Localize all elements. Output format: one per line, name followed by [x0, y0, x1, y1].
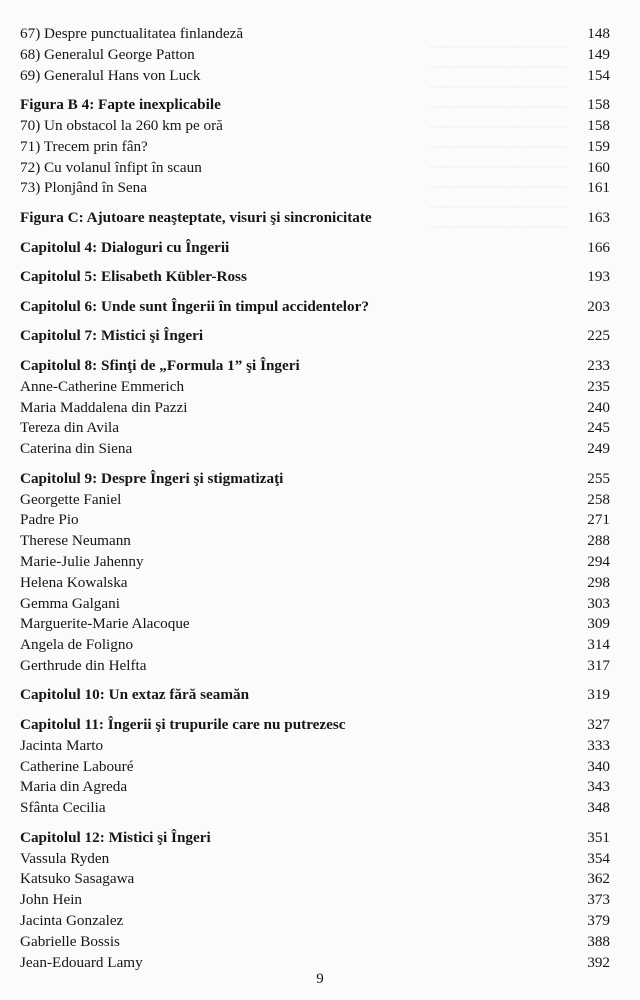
toc-entry-title: 72) Cu volanul înfipt în scaun — [20, 158, 202, 176]
toc-entry-page: 298 — [587, 573, 610, 591]
toc-entry-title: Vassula Ryden — [20, 849, 110, 867]
toc-entry — [20, 614, 610, 635]
toc-entry-title: Maria din Agreda — [20, 778, 128, 796]
toc-entry — [20, 869, 610, 890]
toc-entry-page: 255 — [587, 469, 610, 487]
toc-entry — [20, 439, 610, 460]
toc-entry-title: Jacinta Marto — [20, 736, 104, 754]
toc-entry-title: Gabrielle Bossis — [20, 932, 120, 950]
toc-entry-page: 240 — [587, 398, 610, 416]
toc-entry-title: Marie-Julie Jahenny — [20, 552, 144, 570]
toc-entry-page: 333 — [587, 736, 610, 754]
toc-entry-page: 149 — [587, 45, 610, 63]
toc-entry — [20, 552, 610, 573]
toc-entry-page: 351 — [587, 828, 610, 846]
toc-entry — [20, 531, 610, 552]
toc-entry — [20, 757, 610, 778]
toc-entry-page: 225 — [587, 327, 610, 345]
toc-entry — [20, 932, 610, 953]
toc-heading — [20, 267, 610, 288]
toc-entry-page: 373 — [587, 891, 610, 909]
toc-entry — [20, 116, 610, 137]
toc-entry-page: 294 — [587, 552, 610, 570]
toc-entry-title: Capitolul 12: Mistici şi Îngeri — [20, 828, 211, 846]
toc-entry-title: Padre Pio — [20, 511, 79, 529]
toc-entry-title: Jean-Edouard Lamy — [20, 953, 143, 971]
toc-entry-page: 271 — [587, 511, 610, 529]
toc-entry-title: 73) Plonjând în Sena — [20, 179, 147, 197]
toc-entry — [20, 158, 610, 179]
toc-heading — [20, 685, 610, 706]
toc-entry-page: 203 — [587, 297, 610, 315]
toc-entry-page: 258 — [587, 490, 610, 508]
toc-entry-page: 343 — [587, 778, 610, 796]
toc-entry — [20, 66, 610, 87]
toc-entry-title: 68) Generalul George Patton — [20, 45, 195, 63]
toc-entry-page: 158 — [587, 96, 610, 114]
toc-entry-page: 158 — [587, 116, 610, 134]
toc-heading — [20, 297, 610, 318]
toc-entry — [20, 418, 610, 439]
table-of-contents — [20, 24, 610, 973]
toc-entry-title: Capitolul 5: Elisabeth Kübler-Ross — [20, 268, 247, 286]
toc-entry-title: 71) Trecem prin fân? — [20, 137, 148, 155]
toc-heading — [20, 238, 610, 259]
toc-entry-title: Capitolul 6: Unde sunt Îngerii în timpul accidentelor? — [20, 297, 369, 315]
toc-entry — [20, 510, 610, 531]
toc-heading — [20, 356, 610, 377]
toc-entry-page: 160 — [587, 158, 610, 176]
toc-entry-title: 69) Generalul Hans von Luck — [20, 66, 201, 84]
toc-entry-page: 148 — [587, 25, 610, 42]
toc-entry-page: 379 — [587, 912, 610, 930]
toc-entry-title: Tereza din Avila — [20, 419, 120, 437]
toc-entry-page: 303 — [587, 594, 610, 612]
toc-entry-title: Katsuko Sasagawa — [20, 870, 135, 888]
toc-entry-title: Capitolul 7: Mistici şi Îngeri — [20, 327, 204, 345]
toc-entry-page: 327 — [587, 716, 610, 734]
toc-entry — [20, 656, 610, 677]
toc-entry-page: 163 — [587, 208, 610, 226]
toc-entry — [20, 490, 610, 511]
toc-entry-page: 233 — [587, 356, 610, 374]
toc-entry — [20, 398, 610, 419]
toc-entry-title: Anne-Catherine Emmerich — [20, 377, 185, 395]
toc-entry-title: Capitolul 10: Un extaz fără seamăn — [20, 686, 250, 704]
toc-entry-page: 317 — [587, 656, 610, 674]
toc-entry-page: 193 — [587, 268, 610, 286]
toc-entry-page: 388 — [587, 932, 610, 950]
toc-heading — [20, 326, 610, 347]
toc-entry — [20, 45, 610, 66]
toc-entry-page: 288 — [587, 532, 610, 550]
toc-heading — [20, 828, 610, 849]
toc-entry-page: 249 — [587, 440, 610, 458]
toc-entry-page: 314 — [587, 636, 610, 654]
toc-entry — [20, 594, 610, 615]
toc-entry — [20, 377, 610, 398]
toc-entry-title: Sfânta Cecilia — [20, 799, 106, 817]
toc-entry — [20, 911, 610, 932]
toc-entry-page: 348 — [587, 799, 610, 817]
toc-entry-title: Maria Maddalena din Pazzi — [20, 398, 188, 416]
toc-entry-title: Figura B 4: Fapte inexplicabile — [20, 96, 221, 114]
toc-entry-title: Figura C: Ajutoare neaşteptate, visuri şi sincronicitate — [20, 208, 372, 226]
show-through-text: ............................................ ............................................ ............................................ ............................................ ............................................ ............................................ ............................................ ............................................ ............................................ ............................................ — [430, 37, 568, 231]
toc-entry-title: Helena Kowalska — [20, 573, 128, 591]
toc-entry-title: Catherine Labouré — [20, 757, 134, 775]
toc-entry — [20, 178, 610, 199]
toc-entry — [20, 849, 610, 870]
toc-entry-page: 319 — [587, 686, 610, 704]
toc-entry-page: 161 — [587, 179, 610, 197]
toc-entry-page: 354 — [587, 849, 610, 867]
toc-entry-title: Capitolul 8: Sfinţi de „Formula 1” şi Îngeri — [20, 356, 300, 374]
toc-entry-title: Capitolul 9: Despre Îngeri şi stigmatizaţi — [20, 469, 284, 487]
toc-entry-title: Angela de Foligno — [20, 636, 134, 654]
toc-heading — [20, 469, 610, 490]
toc-entry-title: Marguerite-Marie Alacoque — [20, 615, 190, 633]
toc-entry — [20, 777, 610, 798]
toc-entry-page: 309 — [587, 615, 610, 633]
toc-heading — [20, 95, 610, 116]
toc-entry-page: 166 — [587, 238, 610, 256]
page-number: 9 — [316, 971, 324, 987]
toc-entry-title: Therese Neumann — [20, 532, 131, 550]
toc-entry-title: Gerthrude din Helfta — [20, 656, 147, 674]
toc-entry — [20, 736, 610, 757]
toc-entry-page: 235 — [587, 377, 610, 395]
toc-entry-page: 159 — [587, 137, 610, 155]
toc-entry-title: Capitolul 11: Îngerii şi trupurile care nu putrezesc — [20, 716, 346, 734]
toc-entry-title: Caterina din Siena — [20, 440, 133, 458]
toc-entry — [20, 890, 610, 911]
toc-entry — [20, 137, 610, 158]
toc-entry — [20, 24, 610, 45]
toc-entry-page: 392 — [587, 953, 610, 971]
toc-entry-title: 70) Un obstacol la 260 km pe oră — [20, 116, 223, 134]
toc-entry-title: John Hein — [20, 891, 83, 909]
toc-entry-page: 245 — [587, 419, 610, 437]
toc-entry-title: 67) Despre punctualitatea finlandeză — [20, 25, 244, 42]
toc-entry-title: Capitolul 4: Dialoguri cu Îngerii — [20, 238, 230, 256]
toc-entry — [20, 798, 610, 819]
toc-entry-page: 362 — [587, 870, 610, 888]
toc-entry-page: 154 — [587, 66, 610, 84]
toc-entry-title: Georgette Faniel — [20, 490, 122, 508]
toc-entry-page: 340 — [587, 757, 610, 775]
toc-heading — [20, 208, 610, 229]
toc-entry-title: Gemma Galgani — [20, 594, 120, 612]
toc-entry-title: Jacinta Gonzalez — [20, 912, 124, 930]
toc-entry — [20, 635, 610, 656]
toc-entry — [20, 573, 610, 594]
toc-heading — [20, 715, 610, 736]
